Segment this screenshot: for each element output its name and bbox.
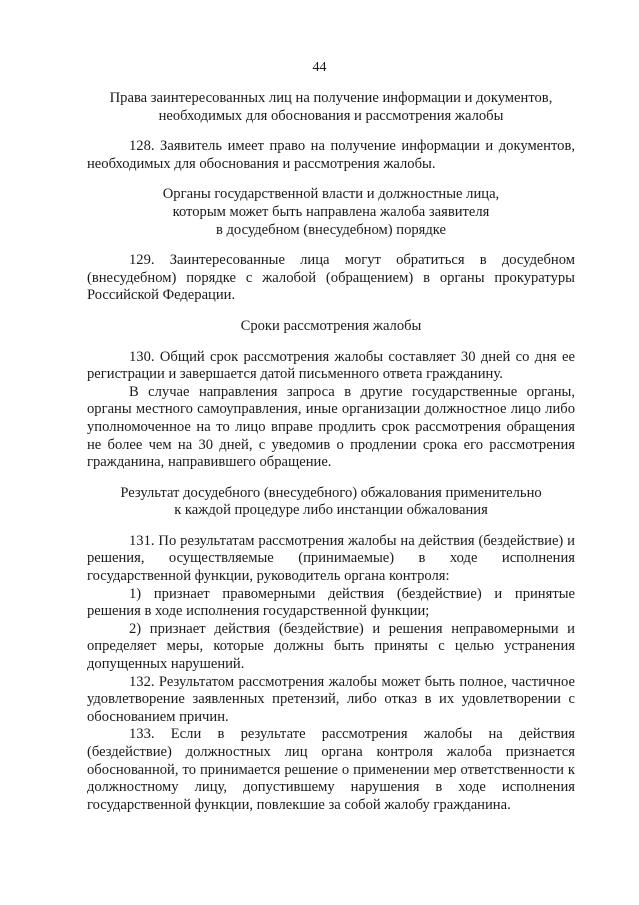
- section-heading-rights: [87, 90, 575, 125]
- heading-line: необходимых для обоснования и рассмотрения жалобы: [158, 107, 504, 124]
- heading-line: в досудебном (внесудебном) порядке: [215, 221, 447, 238]
- heading-line: которым может быть направлена жалоба заявителя: [172, 203, 490, 220]
- paragraph-130: 130. Общий срок рассмотрения жалобы составляет 30 дней со дня ее регистрации и завершается датой письменного ответа гражданину.: [87, 348, 575, 383]
- paragraph-129: 129. Заинтересованные лица могут обратиться в досудебном (внесудебном) порядке с жалобой (обращением) в органы прокуратуры Российской Федерации.: [87, 252, 575, 304]
- heading-line: Сроки рассмотрения жалобы: [240, 317, 422, 334]
- heading-line: Органы государственной власти и должностные лица,: [162, 186, 500, 203]
- section-heading-authorities: [87, 186, 575, 239]
- document-body: [87, 90, 575, 814]
- paragraph-130-extension: В случае направления запроса в другие государственные органы, органы местного самоуправления, иные организации должностное лицо либо уполномоченное на то лицо вправе продлить срок рассмотрения обращения не более чем на 30 дней, с уведомив о продлении срока его рассмотрения гражданина, направившего обращение.: [87, 383, 575, 471]
- paragraph-132: 132. Результатом рассмотрения жалобы может быть полное, частичное удовлетворение заявленных претензий, либо отказ в их удовлетворении с обоснованием причин.: [87, 673, 575, 725]
- section-heading-terms: [87, 318, 575, 336]
- paragraph-133: 133. Если в результате рассмотрения жалобы на действия (бездействие) должностных лиц органа контроля жалоба признается обоснованной, то принимается решение о применении мер ответственности к должностному лицу, допустившему нарушения в ходе исполнения государственной функции, повлекшие за собой жалобу гражданина.: [87, 726, 575, 813]
- paragraph-128: 128. Заявитель имеет право на получение информации и документов, необходимых для обоснования и рассмотрения жалобы.: [87, 138, 575, 172]
- paragraph-131: 131. По результатам рассмотрения жалобы на действия (бездействие) и решения, осуществляемые (принимаемые) в ходе исполнения государственной функции, руководитель органа контроля:: [87, 532, 575, 585]
- section-heading-result: [87, 485, 575, 520]
- heading-line: к каждой процедуре либо инстанции обжалования: [174, 502, 488, 519]
- page-number: 44: [312, 60, 327, 75]
- heading-line: Права заинтересованных лиц на получение информации и документов,: [109, 90, 553, 106]
- heading-line: Результат досудебного (внесудебного) обжалования применительно: [120, 484, 542, 501]
- paragraph-131-item-2: 2) признает действия (бездействие) и решения неправомерными и определяет меры, которые должны быть приняты с целью устранения допущенных нарушений.: [87, 620, 575, 673]
- paragraph-131-item-1: 1) признает правомерными действия (бездействие) и принятые решения в ходе исполнения государственной функции;: [87, 585, 575, 620]
